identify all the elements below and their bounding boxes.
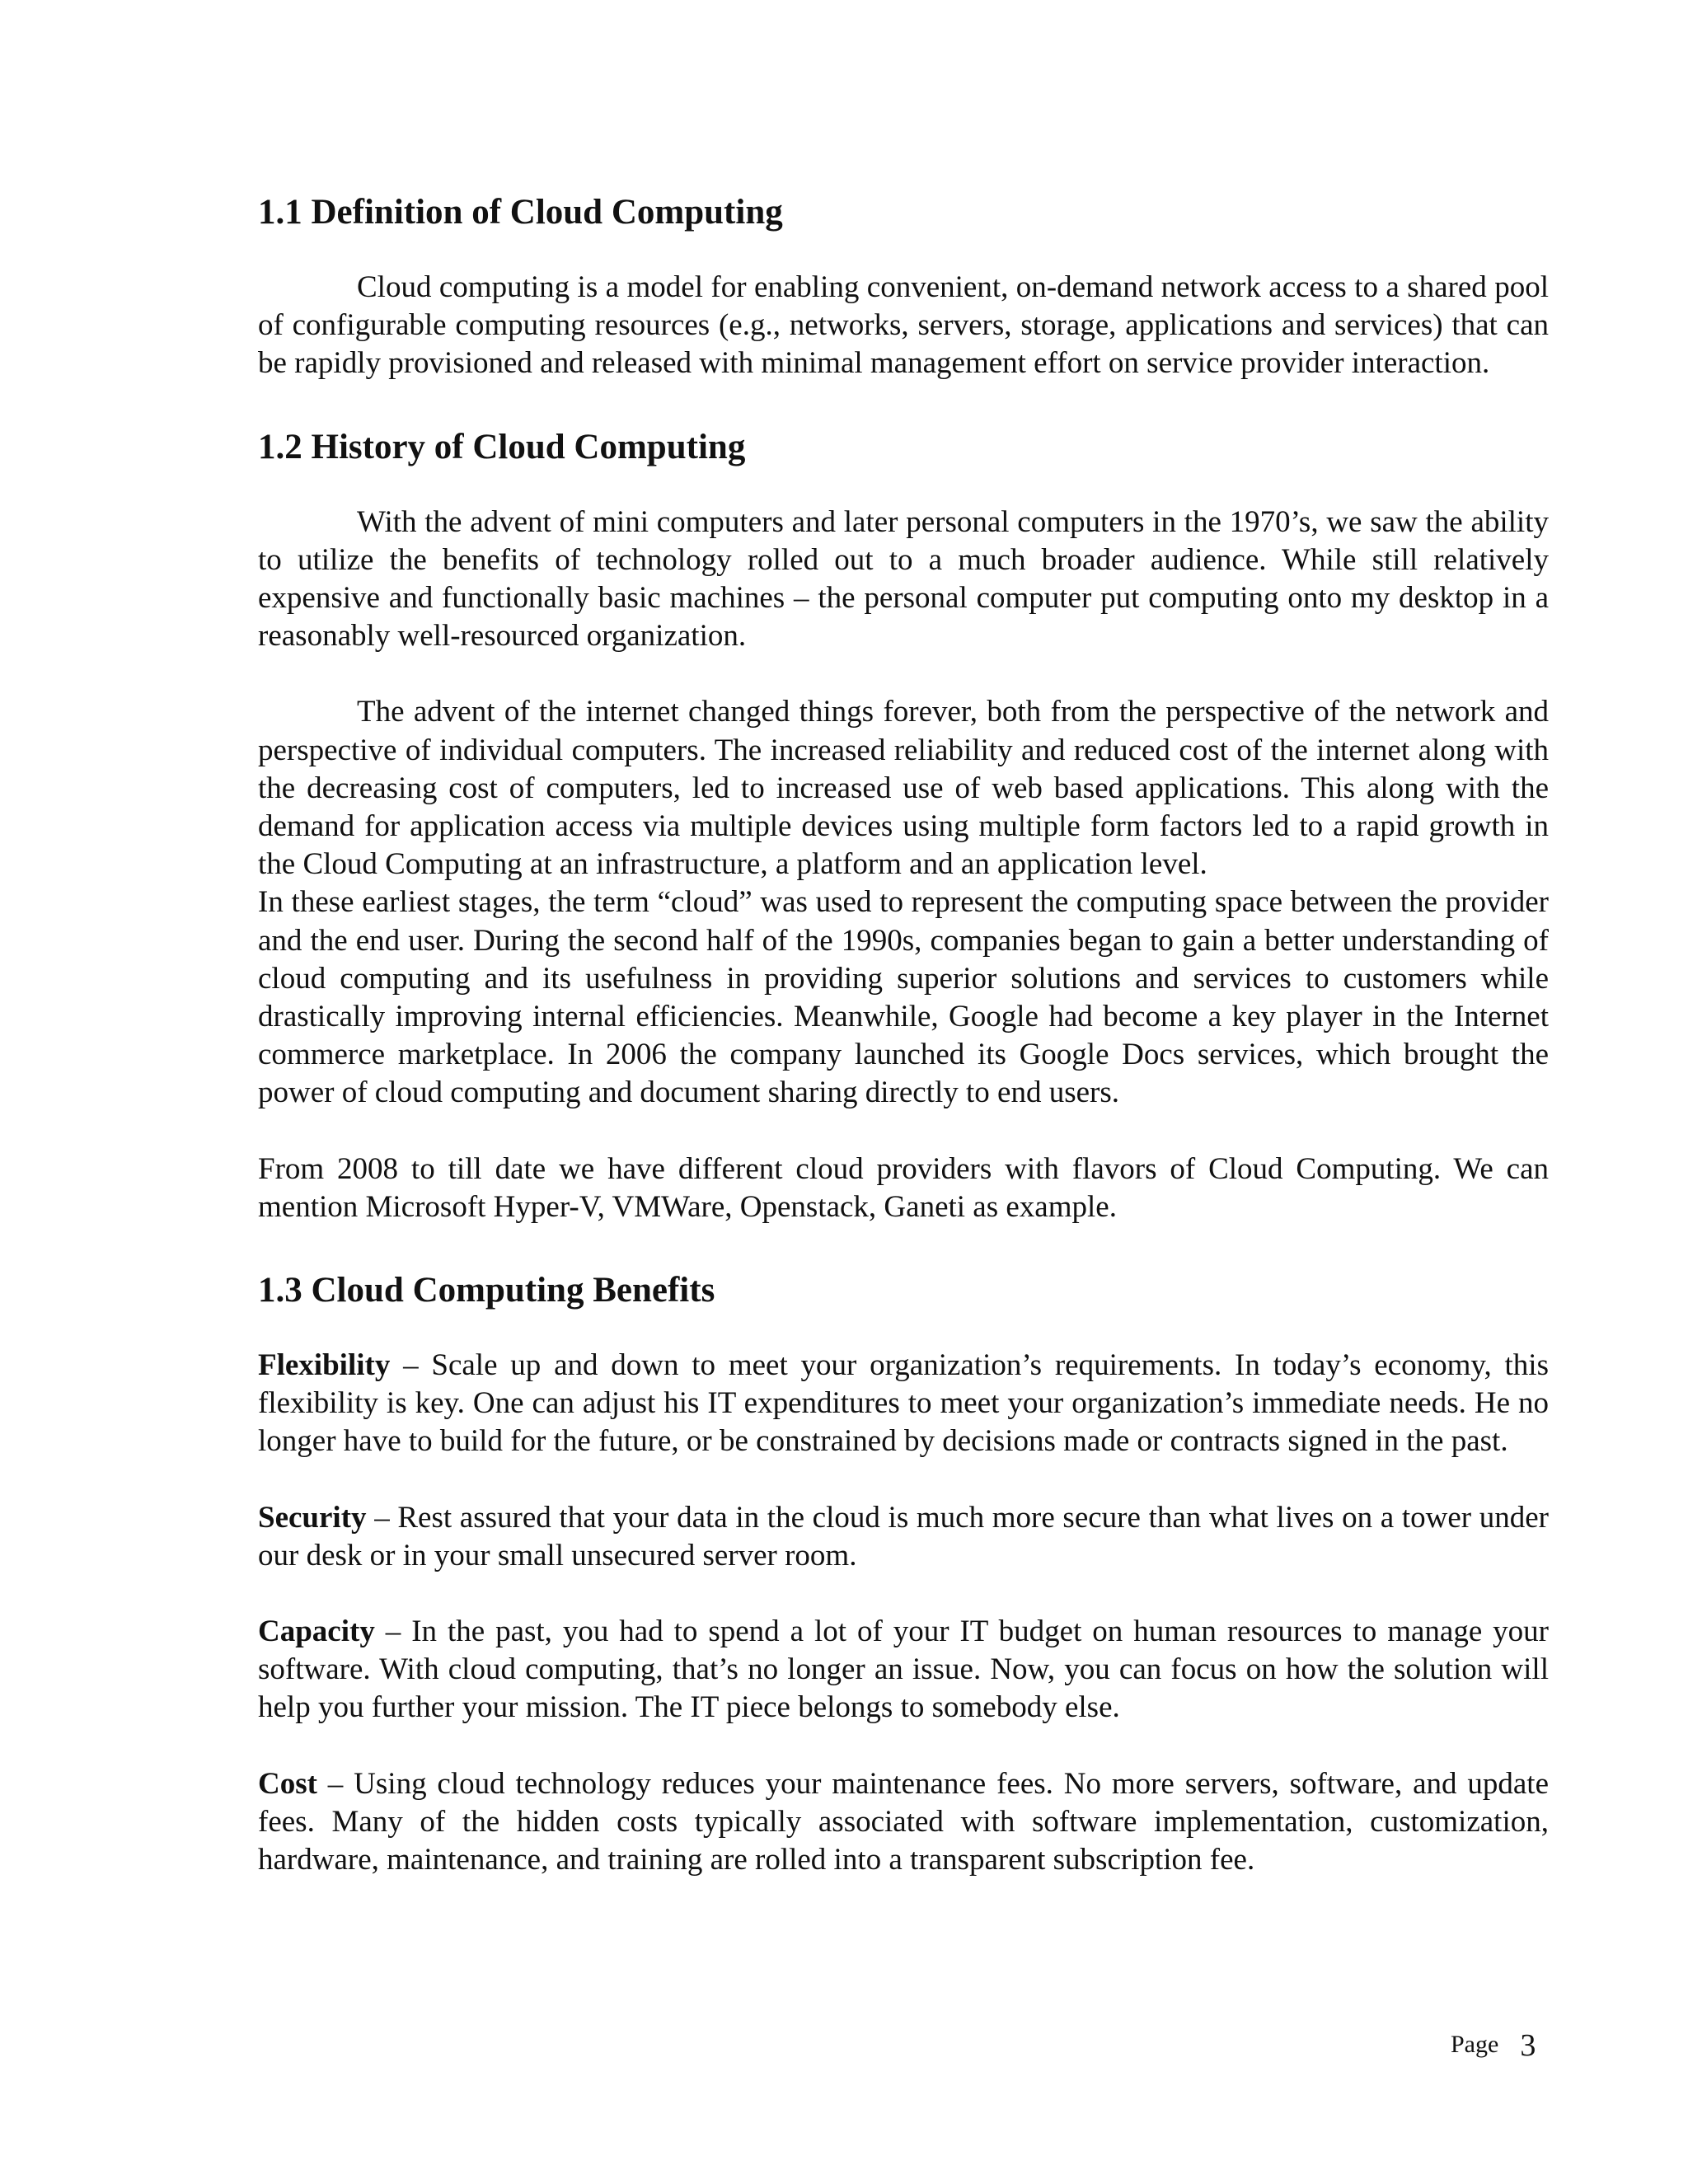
page-footer (1451, 2027, 1536, 2064)
history-paragraph-1: With the advent of mini computers and later personal computers in the 1970’s, we saw the ability to utilize the benefits of technology rolled out to a much broader audience. While still relatively expensive and functionally basic machines – the personal computer put computing onto my desktop in a reasonably well-resourced organization. (258, 504, 1549, 654)
benefit-term: Flexibility (258, 1348, 391, 1383)
benefit-cost (258, 1765, 1549, 1880)
benefit-term: Security (258, 1500, 367, 1535)
benefit-security (258, 1499, 1549, 1575)
benefit-text: – In the past, you had to spend a lot of your IT budget on human resources to manage your software. With cloud computing, that’s no longer an issue. Now, you can focus on how the solution will help you further your mission. The IT piece belongs to somebody else. (258, 1615, 1549, 1725)
benefit-text: – Scale up and down to meet your organization’s requirements. In today’s economy, this flexibility is key. One can adjust his IT expenditures to meet your organization’s immediate needs. He no longer have to build for the future, or be constrained by decisions made or contracts signed in the past. (258, 1348, 1549, 1459)
section-heading-benefits: 1.3 Cloud Computing Benefits (258, 1271, 715, 1310)
benefit-flexibility (258, 1347, 1549, 1461)
history-paragraph-2: The advent of the internet changed things forever, both from the perspective of the network and perspective of individual computers. The increased reliability and reduced cost of the internet along with the decreasing cost of computers, led to increased use of web based applications. This along with the demand for application access via multiple devices using multiple form factors led to a rapid growth in the Cloud Computing at an infrastructure, a platform and an application level. (258, 695, 1549, 882)
history-paragraph-4: From 2008 to till date we have different cloud providers with flavors of Cloud Computing. We can mention Microsoft Hyper-V, VMWare, Openstack, Ganeti as example. (258, 1151, 1549, 1224)
benefit-term: Cost (258, 1766, 317, 1801)
section-heading-definition: 1.1 Definition of Cloud Computing (258, 193, 783, 232)
history-paragraph-3: In these earliest stages, the term “cloud” was used to represent the computing space between the provider and the end user. During the second half of the 1990s, companies began to gain a better understanding of cloud computing and its usefulness in providing superior solutions and services to customers while drastically improving internal efficiencies. Meanwhile, Google had become a key player in the Internet commerce marketplace. In 2006 the company launched its Google Docs services, which brought the power of cloud computing and document sharing directly to end users. (258, 885, 1549, 1110)
benefit-text: – Rest assured that your data in the cloud is much more secure than what lives on a tower under our desk or in your small unsecured server room. (258, 1500, 1549, 1572)
definition-paragraph: Cloud computing is a model for enabling convenient, on-demand network access to a shared pool of configurable computing resources (e.g., networks, servers, storage, applications and services) that can be rapidly provisioned and released with minimal management effort on service provider interaction. (258, 270, 1549, 381)
page-content (258, 191, 1549, 1879)
benefit-term: Capacity (258, 1615, 375, 1649)
page-number: 3 (1520, 2028, 1536, 2063)
page-label: Page (1451, 2031, 1499, 2058)
benefit-text: – Using cloud technology reduces your maintenance fees. No more servers, software, and update fees. Many of the hidden costs typically associated with software implementation, customization, hardware, maintenance, and training are rolled into a transparent subscription fee. (258, 1766, 1549, 1877)
benefit-capacity (258, 1613, 1549, 1727)
section-heading-history: 1.2 History of Cloud Computing (258, 427, 746, 466)
